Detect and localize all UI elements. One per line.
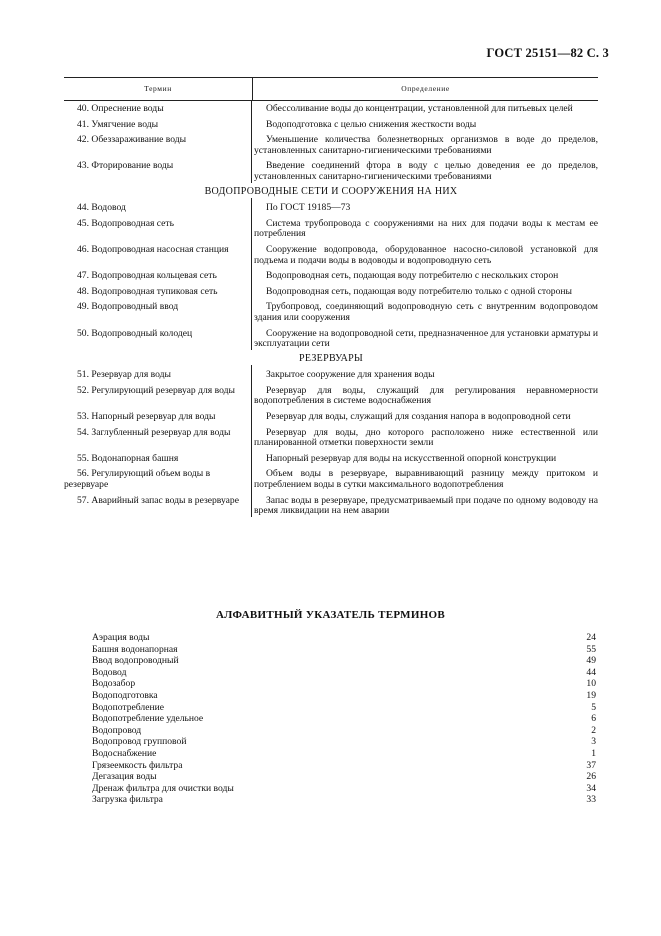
index-number: 55: [586, 643, 596, 655]
definition-text: Уменьшение количества болезнетворных организмов в воде до пределов, установленных санитарно-гигиеническими требованиями: [254, 134, 598, 156]
index-title: АЛФАВИТНЫЙ УКАЗАТЕЛЬ ТЕРМИНОВ: [215, 609, 446, 621]
definition-cell: [252, 156, 598, 182]
term-row: [64, 198, 598, 214]
term-cell: [64, 365, 252, 381]
definition-text: Водоподготовка с целью снижения жесткости воды: [266, 118, 477, 130]
term-cell: [64, 407, 252, 423]
definition-cell: [252, 115, 598, 131]
definition-cell: [252, 266, 598, 282]
index-item: [92, 678, 596, 690]
term-cell: [64, 282, 252, 298]
definition-cell: [252, 240, 598, 266]
term-text: 57. Аварийный запас воды в резервуаре: [77, 494, 239, 506]
term-cell: [64, 156, 252, 182]
term-text: 43. Фторирование воды: [77, 160, 174, 172]
definition-cell: [252, 423, 598, 449]
definition-text: Водопроводная сеть, подающая воду потребителю с нескольких сторон: [266, 270, 559, 282]
index-item: [92, 783, 596, 795]
index-term: Водопотребление удельное: [92, 713, 204, 725]
term-text: 44. Водовод: [77, 202, 126, 214]
term-text: 48. Водопроводная тупиковая сеть: [77, 285, 218, 297]
index-number: 49: [586, 655, 596, 667]
definition-cell: [252, 464, 598, 490]
term-row: [64, 266, 598, 282]
definition-text: Закрытое сооружение для хранения воды: [266, 369, 435, 381]
term-cell: [64, 214, 252, 240]
index-number: 33: [586, 794, 596, 806]
index-term: Водоподготовка: [92, 689, 158, 701]
definition-text: По ГОСТ 19185—73: [266, 202, 351, 214]
term-text: 49. Водопроводный ввод: [77, 301, 179, 313]
index-term: Аэрация воды: [92, 632, 150, 643]
section-heading: РЕЗЕРВУАРЫ: [298, 352, 363, 364]
definition-text: Резервуар для воды, служащий для регулирования неравномерности водопотребления в системе водоснабжения: [254, 384, 598, 407]
definition-cell: [252, 324, 598, 350]
definition-text: Обессоливание воды до концентрации, установленной для питьевых целей: [266, 103, 573, 114]
index-term: Водопотребление: [92, 701, 164, 713]
term-text: 46. Водопроводная насосная станция: [77, 243, 229, 255]
index-term: Грязеемкость фильтра: [92, 759, 183, 771]
index-item: [92, 794, 596, 806]
definition-text: Сооружение водопровода, оборудованное насосно-силовой установкой для подъема и подачи воды в водоводы и водопроводную сеть: [254, 243, 598, 266]
index-term: Дренаж фильтра для очистки воды: [92, 782, 234, 794]
index-item: [92, 632, 596, 644]
term-row: [64, 130, 598, 156]
index-number: 2: [591, 724, 596, 736]
definition-cell: [252, 198, 598, 214]
index-number: 24: [586, 632, 596, 643]
term-text: 55. Водонапорная башня: [77, 452, 179, 464]
term-text: 53. Напорный резервуар для воды: [77, 411, 216, 423]
index-number: 34: [586, 782, 596, 794]
index-number: 10: [586, 678, 596, 690]
term-row: [64, 491, 598, 517]
section-heading: ВОДОПРОВОДНЫЕ СЕТИ И СООРУЖЕНИЯ НА НИХ: [204, 185, 458, 197]
term-cell: [64, 423, 252, 449]
terms-table: [64, 77, 598, 517]
term-cell: [64, 198, 252, 214]
term-text: 52. Регулирующий резервуар для воды: [77, 384, 235, 396]
index-number: 44: [586, 666, 596, 678]
term-row: [64, 101, 598, 115]
term-cell: [64, 130, 252, 156]
definition-cell: [252, 365, 598, 381]
table-header: [64, 77, 598, 101]
index-number: 19: [586, 689, 596, 701]
term-cell: [64, 115, 252, 131]
definition-text: Резервуар для воды, дно которого расположено ниже естественной или планированной отметки поверхности земли: [254, 426, 598, 449]
term-row: [64, 282, 598, 298]
term-row: [64, 423, 598, 449]
index-term: Водозабор: [92, 678, 136, 690]
index-item: [92, 725, 596, 737]
term-row: [64, 214, 598, 240]
index-item: [92, 771, 596, 783]
term-cell: [64, 491, 252, 517]
index-number: 5: [591, 701, 596, 713]
index-term: Дегазация воды: [92, 771, 157, 783]
definition-text: Резервуар для воды, служащий для создания напора в водопроводной сети: [266, 411, 571, 423]
definition-text: Система трубопровода с сооружениями на них для подачи воды к местам ее потребления: [254, 217, 598, 240]
index-number: 26: [586, 771, 596, 783]
table-body: [64, 101, 598, 517]
definition-cell: [252, 101, 598, 115]
definition-cell: [252, 282, 598, 298]
index-term: Ввод водопроводный: [92, 655, 179, 667]
term-text: 45. Водопроводная сеть: [77, 217, 174, 229]
term-text: 47. Водопроводная кольцевая сеть: [77, 270, 217, 282]
term-text: 42. Обеззараживание воды: [77, 134, 187, 146]
index-item: [92, 690, 596, 702]
term-cell: [64, 101, 252, 115]
term-row: [64, 156, 598, 182]
term-row: [64, 365, 598, 381]
index-term: Загрузка фильтра: [92, 794, 163, 806]
definition-text: Сооружение на водопроводной сети, предназначенное для установки арматуры и эксплуатации сети: [254, 327, 598, 350]
definition-cell: [252, 130, 598, 156]
index-item: [92, 644, 596, 656]
term-text: 56. Регулирующий объем воды в резервуаре: [64, 468, 211, 491]
definition-cell: [252, 407, 598, 423]
index-number: 1: [591, 747, 596, 759]
term-cell: [64, 324, 252, 350]
index-item: [92, 736, 596, 748]
term-row: [64, 297, 598, 323]
term-cell: [64, 266, 252, 282]
term-cell: [64, 240, 252, 266]
index-term: Башня водонапорная: [92, 643, 178, 655]
column-header-term: Термин: [64, 78, 253, 100]
term-row: [64, 240, 598, 266]
term-row: [64, 464, 598, 490]
index-list: [92, 632, 596, 806]
term-text: 54. Заглубленный резервуар для воды: [77, 426, 231, 438]
index-item: [92, 667, 596, 679]
index-term: Водоснабжение: [92, 747, 157, 759]
definition-text: Водопроводная сеть, подающая воду потребителю только с одной стороны: [266, 285, 572, 297]
term-cell: [64, 449, 252, 465]
definition-text: Напорный резервуар для воды на искусственной опорной конструкции: [266, 452, 557, 464]
term-text: 51. Резервуар для воды: [77, 369, 171, 381]
term-text: 41. Умягчение воды: [77, 118, 159, 130]
term-cell: [64, 464, 252, 490]
term-row: [64, 115, 598, 131]
page-header: ГОСТ 25151—82 С. 3: [486, 46, 609, 60]
term-row: [64, 381, 598, 407]
column-header-definition: Определение: [401, 84, 450, 93]
definition-cell: [252, 297, 598, 323]
index-term: Водопровод групповой: [92, 736, 187, 748]
index-item: [92, 655, 596, 667]
term-cell: [64, 381, 252, 407]
definition-cell: [252, 491, 598, 517]
definition-text: Трубопровод, соединяющий водопроводную сеть с внутренним водопроводом здания или сооружения: [254, 301, 598, 323]
index-item: [92, 748, 596, 760]
definition-text: Объем воды в резервуаре, выравнивающий разницу между притоком и потреблением воды в сутки максимального водопотребления: [254, 468, 598, 491]
definition-cell: [252, 214, 598, 240]
term-cell: [64, 297, 252, 323]
definition-cell: [252, 449, 598, 465]
definition-cell: [252, 381, 598, 407]
index-number: 37: [586, 759, 596, 771]
index-item: [92, 702, 596, 714]
index-term: Водопровод: [92, 724, 142, 736]
term-row: [64, 407, 598, 423]
index-item: [92, 713, 596, 725]
definition-text: Введение соединений фтора в воду с целью доведения ее до пределов, установленных санитарно-гигиеническими требованиями: [254, 160, 598, 182]
index-term: Водовод: [92, 666, 127, 678]
index-number: 6: [591, 713, 596, 725]
index-number: 3: [591, 736, 596, 748]
term-text: 40. Опреснение воды: [77, 103, 164, 114]
index-item: [92, 760, 596, 772]
term-row: [64, 449, 598, 465]
term-text: 50. Водопроводный колодец: [77, 327, 193, 339]
term-row: [64, 324, 598, 350]
definition-text: Запас воды в резервуаре, предусматриваемый при подаче по одному водоводу на время ликвидации на нем аварии: [254, 494, 598, 517]
